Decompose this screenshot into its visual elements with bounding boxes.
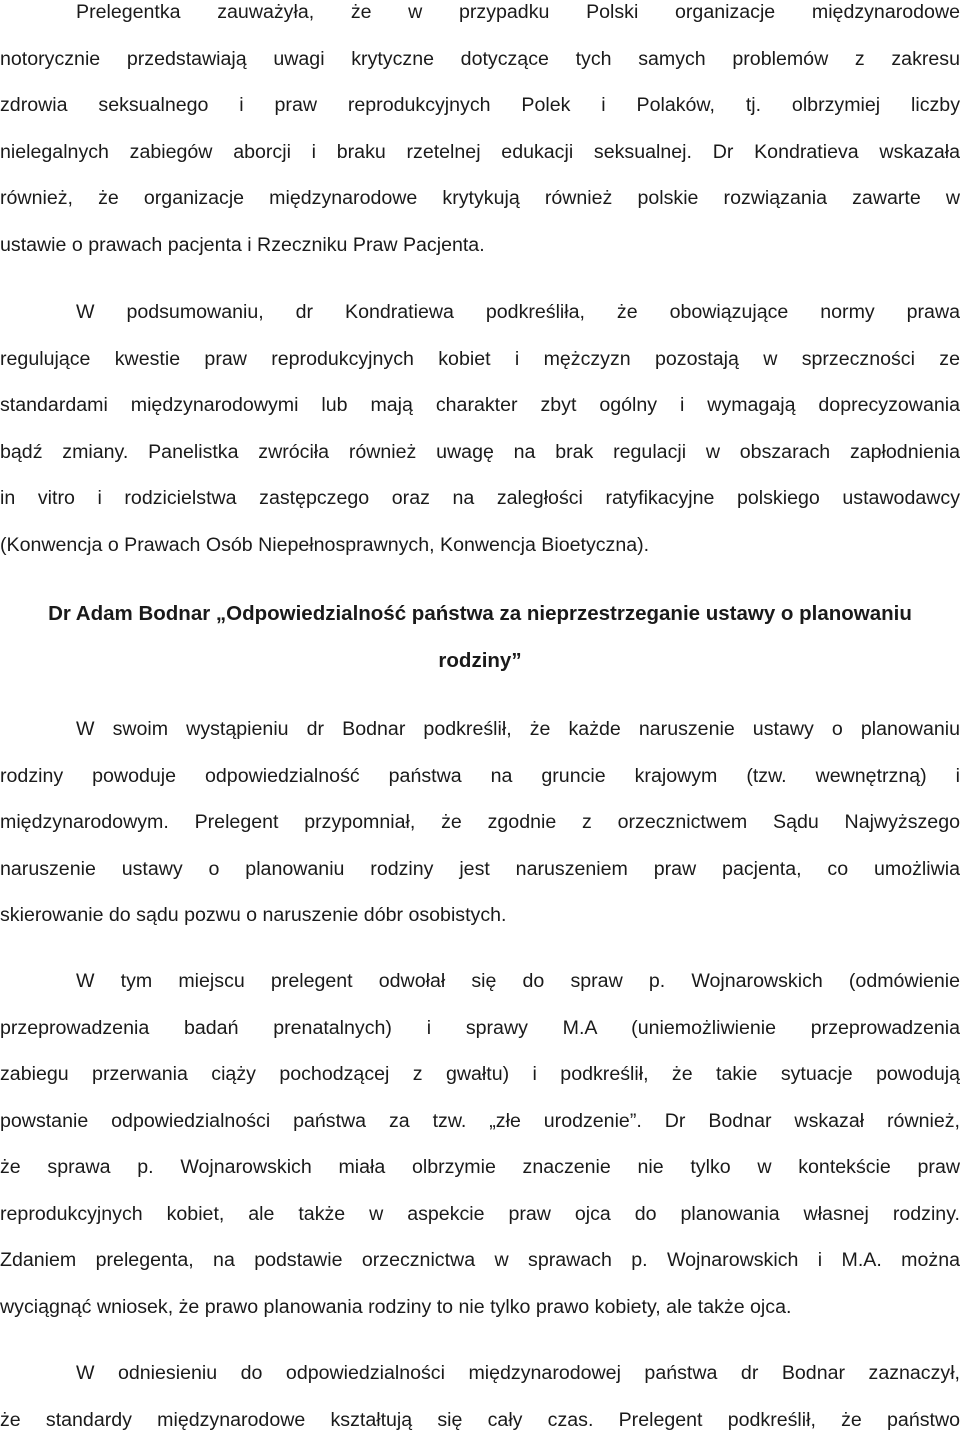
text-line: W tym miejscu prelegent odwołał się do spraw p. Wojnarowskich (odmówienie <box>0 958 960 1005</box>
text-line: skierowanie do sądu pozwu o naruszenie dóbr osobistych. <box>0 892 960 939</box>
text-line: międzynarodowym. Prelegent przypomniał, że zgodnie z orzecznictwem Sądu Najwyższego <box>0 799 960 846</box>
text-line: W podsumowaniu, dr Kondratiewa podkreśliła, że obowiązujące normy prawa <box>0 289 960 336</box>
text-line: Prelegentka zauważyła, że w przypadku Polski organizacje międzynarodowe <box>0 0 960 36</box>
text-line: in vitro i rodzicielstwa zastępczego oraz na zaległości ratyfikacyjne polskiego ustawodawcy <box>0 475 960 522</box>
text-line: regulujące kwestie praw reprodukcyjnych kobiet i mężczyzn pozostają w sprzeczności ze <box>0 336 960 383</box>
text-line: notorycznie przedstawiają uwagi krytyczne dotyczące tych samych problemów z zakresu <box>0 36 960 83</box>
paragraph-wojnarowscy-case <box>0 958 960 1330</box>
text-line: przeprowadzenia badań prenatalnych) i sprawy M.A (uniemożliwienie przeprowadzenia <box>0 1005 960 1052</box>
text-line: W odniesieniu do odpowiedzialności międzynarodowej państwa dr Bodnar zaznaczył, <box>0 1350 960 1397</box>
text-line: (Konwencja o Prawach Osób Niepełnosprawnych, Konwencja Bioetyczna). <box>0 522 960 569</box>
text-line: że standardy międzynarodowe kształtują się cały czas. Prelegent podkreślił, że państwo <box>0 1397 960 1443</box>
text-line: wyciągnąć wniosek, że prawo planowania rodziny to nie tylko prawo kobiety, ale także ojca. <box>0 1284 960 1331</box>
text-line: rodziny powoduje odpowiedzialność państwa na gruncie krajowym (tzw. wewnętrzną) i <box>0 753 960 800</box>
paragraph-bodnar-responsibility <box>0 706 960 939</box>
text-line: standardami międzynarodowymi lub mają charakter zbyt ogólny i wymagają doprecyzowania <box>0 382 960 429</box>
text-line: zdrowia seksualnego i praw reprodukcyjnych Polek i Polaków, tj. olbrzymiej liczby <box>0 82 960 129</box>
heading-line: rodziny” <box>0 638 960 685</box>
heading-line: Dr Adam Bodnar „Odpowiedzialność państwa za nieprzestrzeganie ustawy o planowaniu <box>0 591 960 638</box>
text-line: że sprawa p. Wojnarowskich miała olbrzymie znaczenie nie tylko w kontekście praw <box>0 1144 960 1191</box>
text-line: również, że organizacje międzynarodowe krytykują również polskie rozwiązania zawarte w <box>0 175 960 222</box>
paragraph-kondratiewa-summary <box>0 289 960 568</box>
text-line: W swoim wystąpieniu dr Bodnar podkreślił, że każde naruszenie ustawy o planowaniu <box>0 706 960 753</box>
text-line: ustawie o prawach pacjenta i Rzeczniku Praw Pacjenta. <box>0 222 960 269</box>
section-heading-bodnar <box>0 591 960 684</box>
text-line: Zdaniem prelegenta, na podstawie orzecznictwa w sprawach p. Wojnarowskich i M.A. można <box>0 1237 960 1284</box>
text-line: nielegalnych zabiegów aborcji i braku rzetelnej edukacji seksualnej. Dr Kondratieva wskazała <box>0 129 960 176</box>
text-line: powstanie odpowiedzialności państwa za tzw. „złe urodzenie”. Dr Bodnar wskazał również, <box>0 1098 960 1145</box>
text-line: bądź zmiany. Panelistka zwróciła również uwagę na brak regulacji w obszarach zapłodnienia <box>0 429 960 476</box>
text-line: naruszenie ustawy o planowaniu rodziny jest naruszeniem praw pacjenta, co umożliwia <box>0 846 960 893</box>
paragraph-international-responsibility <box>0 1350 960 1443</box>
text-line: zabiegu przerwania ciąży pochodzącej z gwałtu) i podkreślił, że takie sytuacje powodują <box>0 1051 960 1098</box>
text-line: reprodukcyjnych kobiet, ale także w aspekcie praw ojca do planowania własnej rodziny. <box>0 1191 960 1238</box>
paragraph-kondratieva-criticism <box>0 0 960 268</box>
